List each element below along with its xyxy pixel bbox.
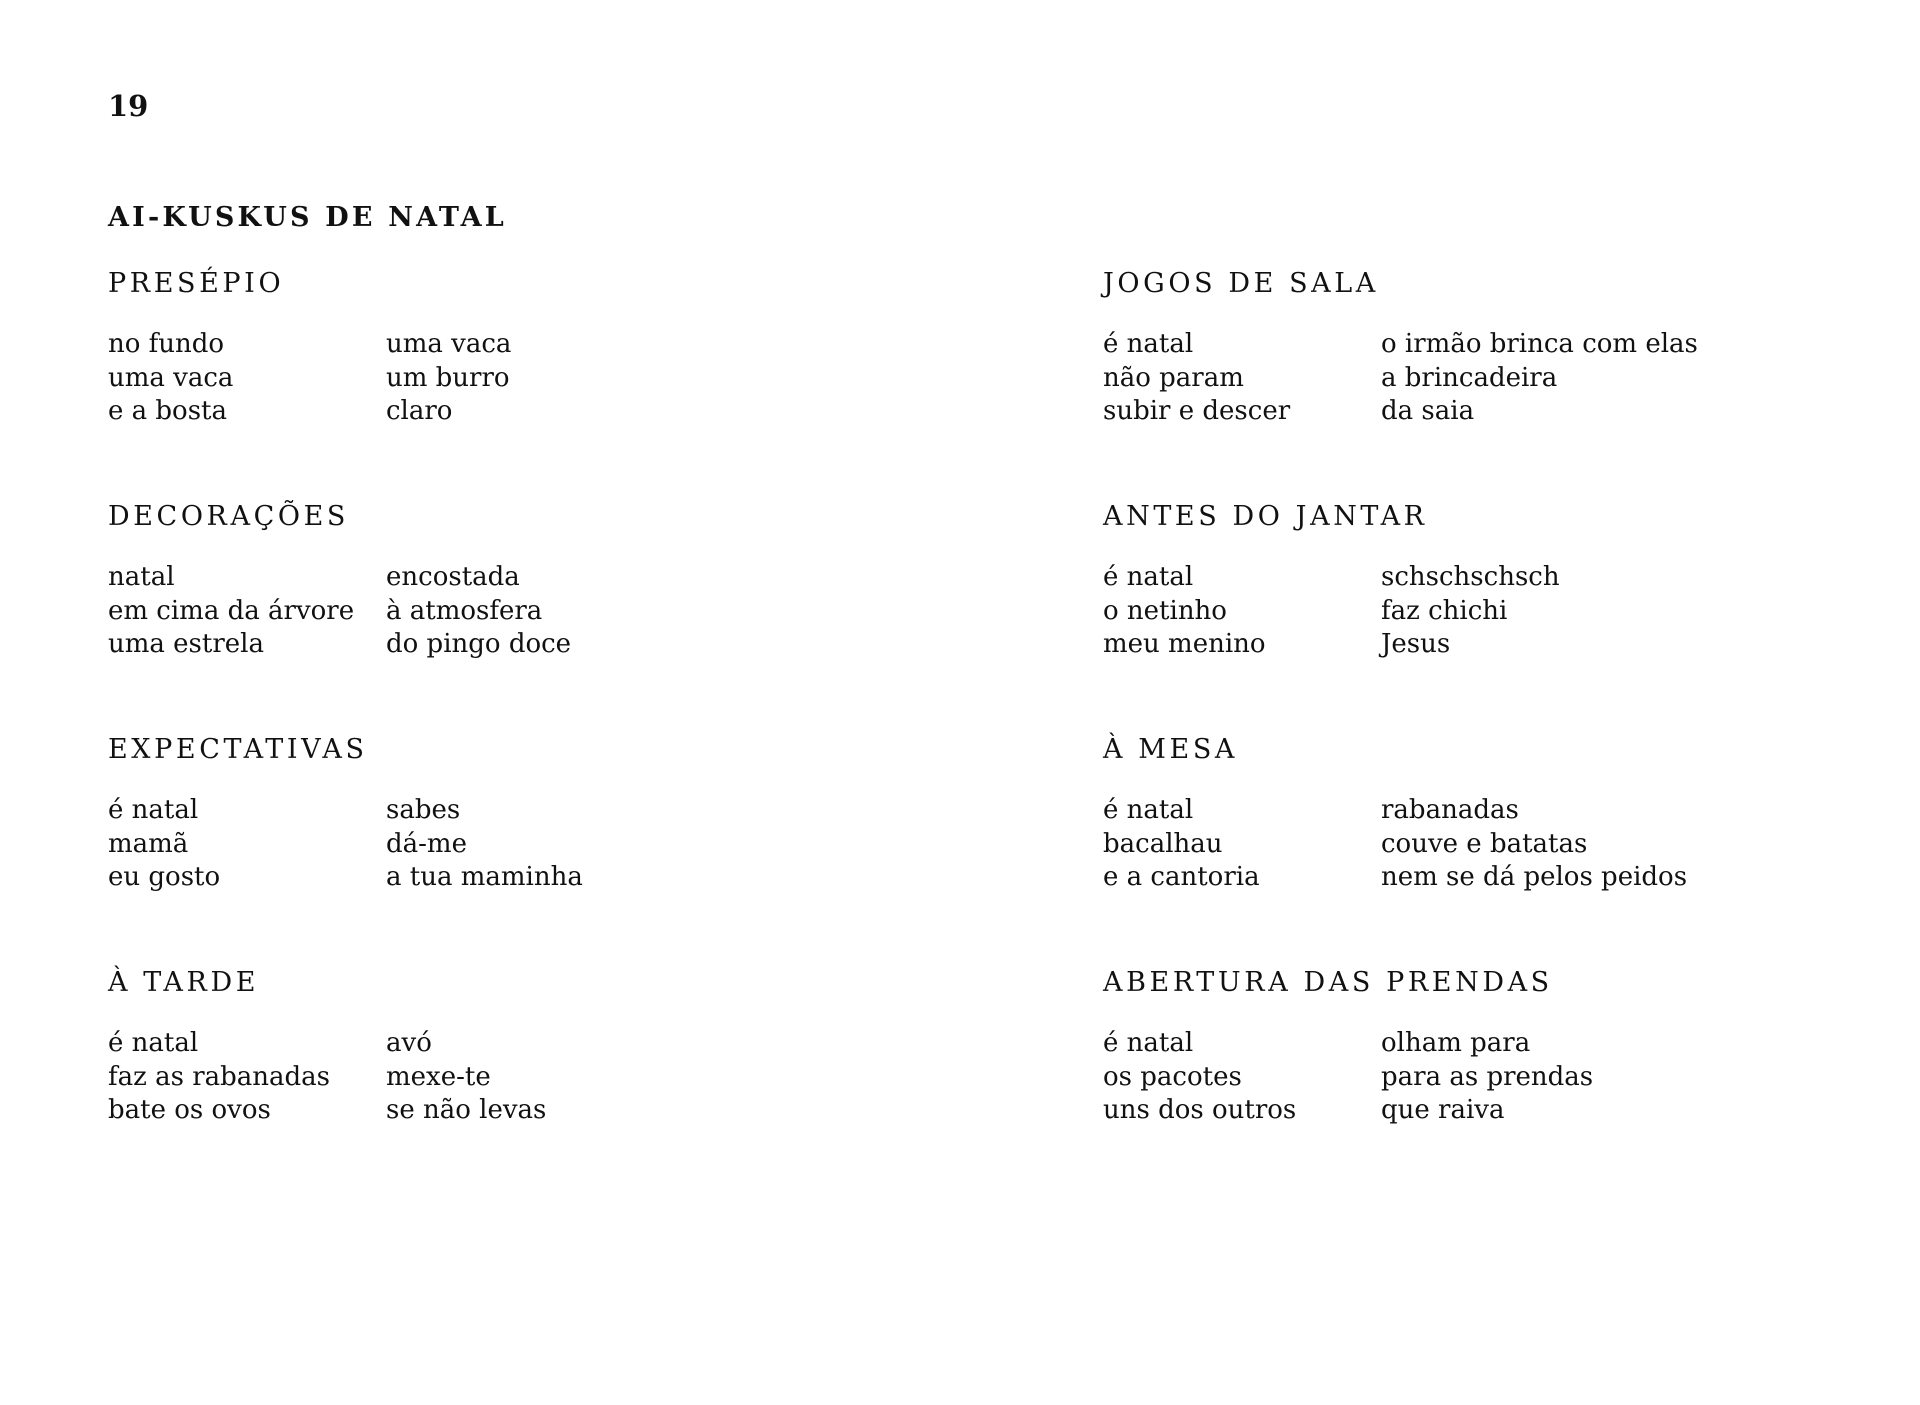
poem-stanzas bbox=[108, 561, 908, 662]
verse-line: schschschsch bbox=[1381, 562, 1560, 592]
verse-line: é natal bbox=[108, 795, 199, 825]
verse-line: para as prendas bbox=[1381, 1061, 1594, 1092]
poem-stanzas bbox=[1103, 561, 1903, 662]
verse-line: nem se dá pelos peidos bbox=[1381, 862, 1688, 892]
verse-line: a tua maminha bbox=[386, 862, 583, 892]
verse-line: couve e batatas bbox=[1381, 828, 1588, 859]
stanza bbox=[1103, 794, 1381, 895]
verse-line: no fundo bbox=[108, 329, 225, 359]
verse-line: rabanadas bbox=[1381, 795, 1519, 825]
stanza bbox=[108, 328, 386, 429]
verse-line: é natal bbox=[1103, 795, 1194, 825]
verse-line: claro bbox=[386, 396, 453, 426]
poem-title: JOGOS DE SALA bbox=[1103, 268, 1379, 299]
stanza bbox=[386, 794, 664, 895]
verse-line: faz as rabanadas bbox=[108, 1061, 331, 1092]
verse-line: dá-me bbox=[386, 828, 467, 859]
poem-title: DECORAÇÕES bbox=[108, 501, 349, 532]
stanza bbox=[1381, 1027, 1659, 1128]
poem bbox=[1103, 264, 1903, 497]
verse-line: à atmosfera bbox=[386, 595, 543, 626]
verse-line: é natal bbox=[1103, 329, 1194, 359]
poem bbox=[108, 730, 908, 963]
verse-line: é natal bbox=[1103, 562, 1194, 592]
verse-line: a brincadeira bbox=[1381, 362, 1558, 393]
verse-line: em cima da árvore bbox=[108, 595, 355, 626]
verse-line: eu gosto bbox=[108, 862, 221, 892]
poem-stanzas bbox=[1103, 328, 1903, 429]
stanza bbox=[1381, 328, 1698, 429]
poem-title: À MESA bbox=[1103, 734, 1239, 765]
poem bbox=[1103, 730, 1903, 963]
verse-line: natal bbox=[108, 562, 175, 592]
page-title: AI-KUSKUS DE NATAL bbox=[108, 202, 507, 233]
verse-line: é natal bbox=[108, 1028, 199, 1058]
verse-line: que raiva bbox=[1381, 1095, 1505, 1125]
verse-line: do pingo doce bbox=[386, 629, 572, 659]
poem-title: ANTES DO JANTAR bbox=[1103, 501, 1428, 532]
poem-column-left bbox=[108, 264, 908, 1196]
page-number: 19 bbox=[108, 89, 149, 123]
poem-column-right bbox=[1103, 264, 1903, 1196]
poem-title: PRESÉPIO bbox=[108, 268, 285, 299]
verse-line: não param bbox=[1103, 362, 1244, 393]
verse-line: uma vaca bbox=[386, 329, 512, 359]
stanza bbox=[386, 1027, 664, 1128]
stanza bbox=[1381, 561, 1659, 662]
verse-line: uns dos outros bbox=[1103, 1095, 1297, 1125]
verse-line: avó bbox=[386, 1028, 432, 1058]
poem-stanzas bbox=[1103, 1027, 1903, 1128]
poem bbox=[1103, 963, 1903, 1196]
stanza bbox=[108, 1027, 386, 1128]
verse-line: o irmão brinca com elas bbox=[1381, 329, 1698, 359]
stanza bbox=[1103, 328, 1381, 429]
poem-stanzas bbox=[1103, 794, 1903, 895]
poem-title: À TARDE bbox=[108, 967, 259, 998]
verse-line: é natal bbox=[1103, 1028, 1194, 1058]
verse-line: olham para bbox=[1381, 1028, 1531, 1058]
verse-line: mamã bbox=[108, 828, 189, 859]
poem bbox=[108, 264, 908, 497]
verse-line: Jesus bbox=[1381, 629, 1451, 659]
stanza bbox=[108, 561, 386, 662]
verse-line: faz chichi bbox=[1381, 595, 1508, 626]
poem bbox=[108, 497, 908, 730]
poem-stanzas bbox=[108, 328, 908, 429]
verse-line: bacalhau bbox=[1103, 828, 1223, 859]
stanza bbox=[386, 328, 664, 429]
verse-line: uma vaca bbox=[108, 362, 234, 393]
verse-line: da saia bbox=[1381, 396, 1475, 426]
verse-line: se não levas bbox=[386, 1095, 547, 1125]
verse-line: meu menino bbox=[1103, 629, 1266, 659]
verse-line: um burro bbox=[386, 362, 510, 393]
verse-line: mexe-te bbox=[386, 1061, 491, 1092]
poem-stanzas bbox=[108, 794, 908, 895]
verse-line: subir e descer bbox=[1103, 396, 1291, 426]
stanza bbox=[1103, 561, 1381, 662]
verse-line: sabes bbox=[386, 795, 461, 825]
poem-title: ABERTURA DAS PRENDAS bbox=[1103, 967, 1553, 998]
verse-line: e a cantoria bbox=[1103, 862, 1260, 892]
verse-line: os pacotes bbox=[1103, 1061, 1242, 1092]
poem bbox=[1103, 497, 1903, 730]
poem bbox=[108, 963, 908, 1196]
stanza bbox=[386, 561, 664, 662]
verse-line: uma estrela bbox=[108, 629, 264, 659]
stanza bbox=[108, 794, 386, 895]
poem-title: EXPECTATIVAS bbox=[108, 734, 368, 765]
verse-line: o netinho bbox=[1103, 595, 1227, 626]
stanza bbox=[1103, 1027, 1381, 1128]
poem-stanzas bbox=[108, 1027, 908, 1128]
verse-line: encostada bbox=[386, 562, 520, 592]
verse-line: e a bosta bbox=[108, 396, 228, 426]
verse-line: bate os ovos bbox=[108, 1095, 271, 1125]
stanza bbox=[1381, 794, 1688, 895]
